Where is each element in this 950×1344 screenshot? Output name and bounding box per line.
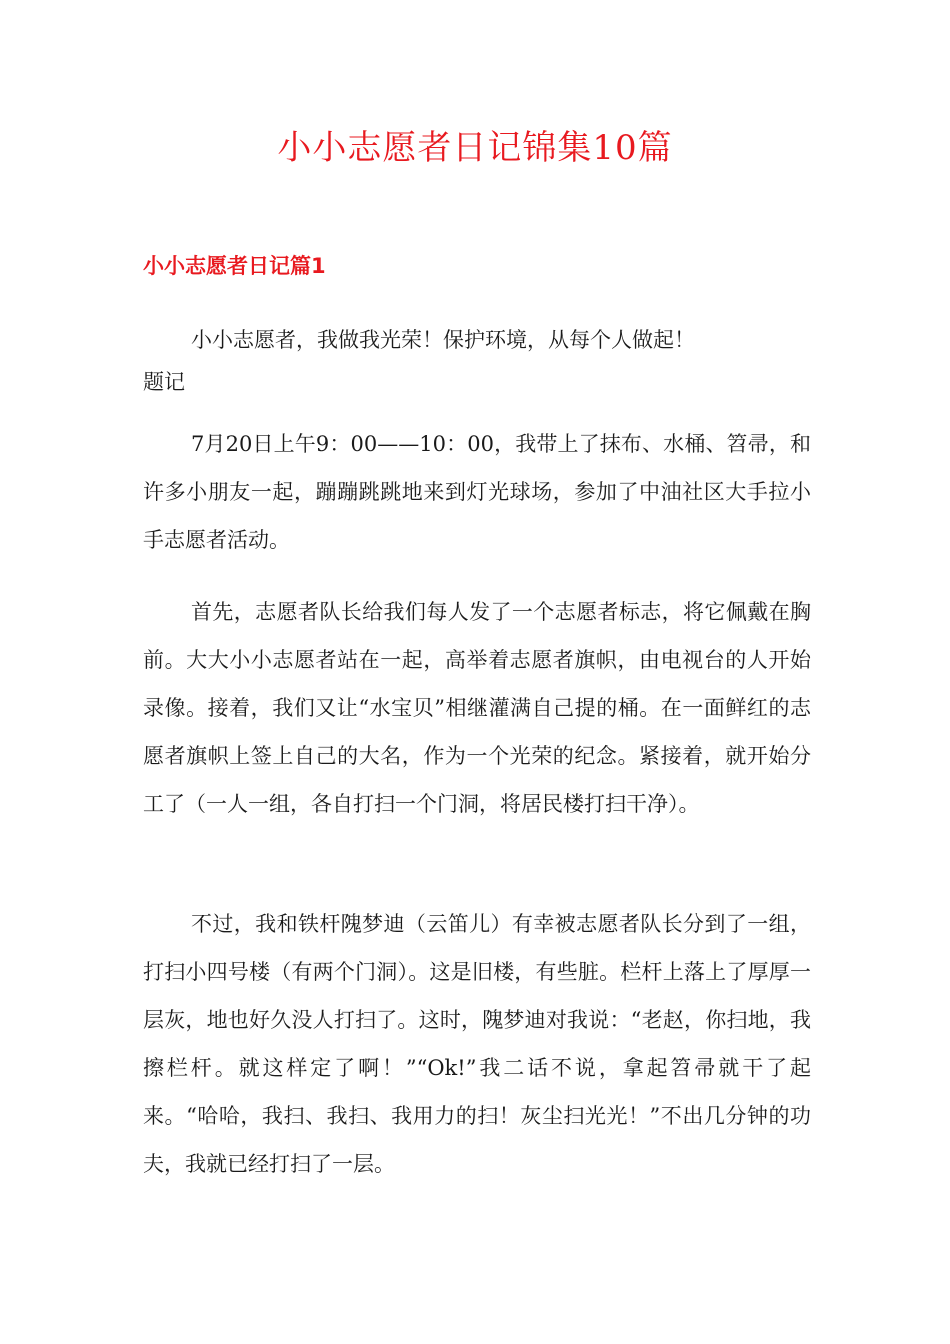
document-title: 小小志愿者日记锦集10篇	[277, 128, 673, 168]
paragraph: 首先，志愿者队长给我们每人发了一个志愿者标志，将它佩戴在胸前。大大小小志愿者站在一起，高举着志愿者旗帜，由电视台的人开始录像。接着，我们又让“水宝贝”相继灌满自己提的桶。在一面鲜红的志愿者旗帜上签上自己的大名，作为一个光荣的纪念。紧接着，就开始分工了（一人一组，各自打扫一个门洞，将居民楼打扫干净）。	[143, 600, 811, 816]
paragraph: 7月20日上午9：00——10：00，我带上了抹布、水桶、笤帚，和许多小朋友一起，蹦蹦跳跳地来到灯光球场，参加了中油社区大手拉小手志愿者活动。	[143, 432, 811, 552]
paragraph: 不过，我和铁杆隗梦迪（云笛儿）有幸被志愿者队长分到了一组，打扫小四号楼（有两个门洞）。这是旧楼，有些脏。栏杆上落上了厚厚一层灰，地也好久没人打扫了。这时，隗梦迪对我说：“老赵，你扫地，我擦栏杆。就这样定了啊！”“Ok!”我二话不说，拿起笤帚就干了起来。“哈哈，我扫、我扫、我用力的扫！灰尘扫光光！”不出几分钟的功夫，我就已经打扫了一层。	[143, 912, 811, 1176]
motto-label: 题记	[143, 370, 185, 394]
motto-text: 小小志愿者，我做我光荣！保护环境，从每个人做起！	[191, 328, 695, 352]
section-heading: 小小志愿者日记篇1	[143, 254, 326, 278]
